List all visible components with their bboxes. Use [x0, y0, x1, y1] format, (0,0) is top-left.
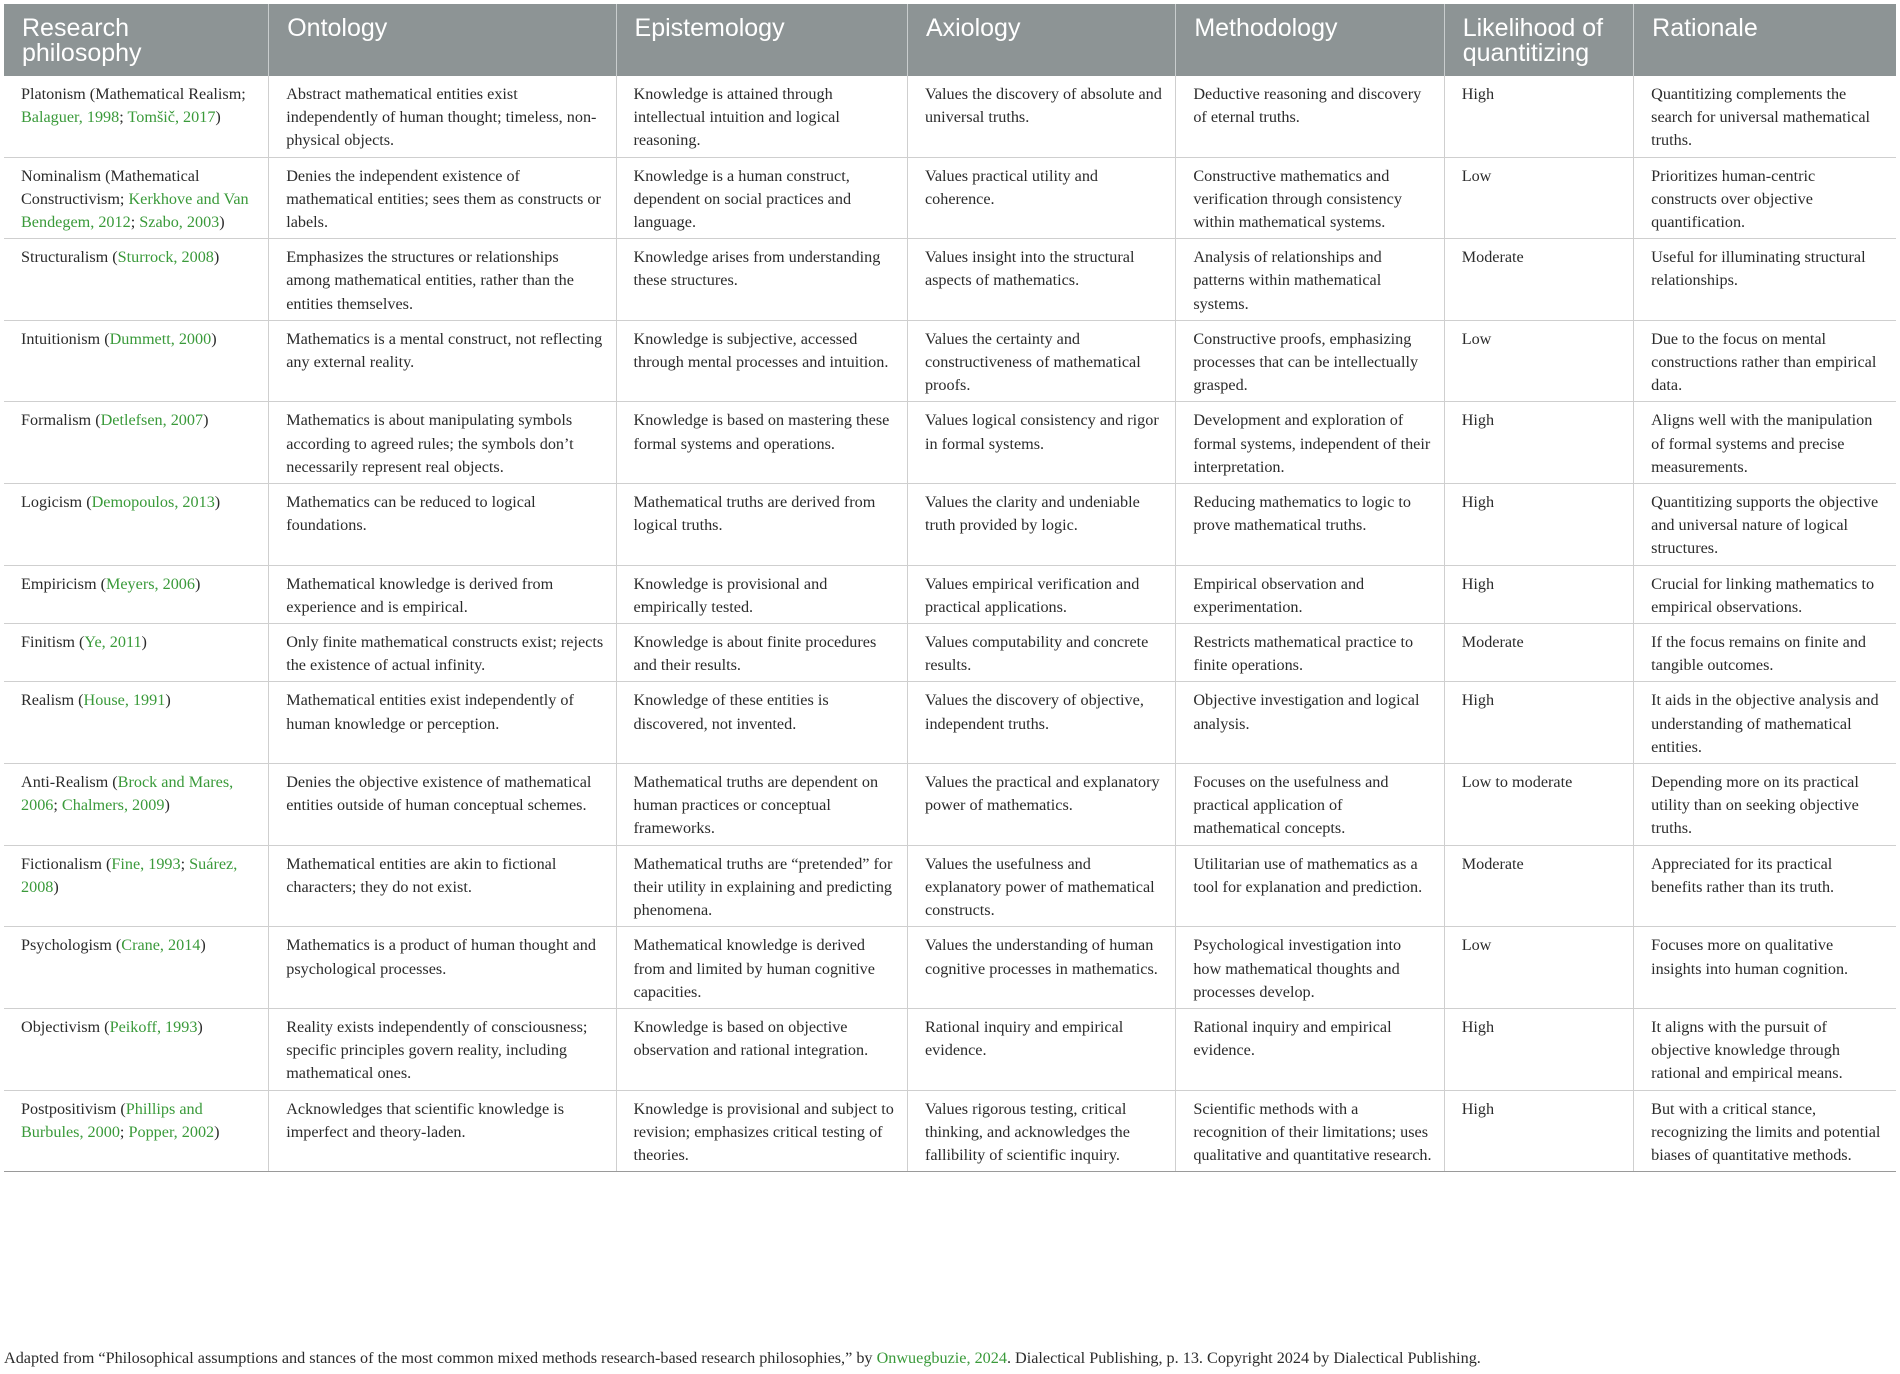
cell-epistemology: Mathematical truths are derived from logical truths.	[616, 484, 907, 566]
cell-ontology: Mathematics is a mental construct, not reflecting any external reality.	[269, 320, 616, 402]
text-segment: Adapted from “Philosophical assumptions and stances of the most common mixed methods research-based research philosophies,” by	[4, 1349, 877, 1367]
table-row	[4, 927, 1896, 1009]
citation-link[interactable]: Phillips and Burbules, 2000	[21, 1099, 203, 1141]
citation-link[interactable]: Brock and Mares, 2006	[21, 773, 234, 815]
cell-epistemology: Mathematical truths are “pretended” for their utility in explaining and predicting phenomena.	[616, 845, 907, 927]
cell-rationale: Useful for illuminating structural relationships.	[1634, 239, 1896, 321]
text-segment: Platonism (Mathematical Realism;	[21, 85, 246, 103]
text-segment: Formalism (	[21, 411, 101, 430]
citation-link[interactable]: Chalmers, 2009	[61, 796, 165, 815]
cell-ontology: Mathematical entities are akin to fictional characters; they do not exist.	[269, 845, 616, 927]
header-axiology: Axiology	[907, 4, 1175, 76]
citation-link[interactable]: Ye, 2011	[84, 633, 142, 652]
table-row	[4, 682, 1896, 764]
cell-likelihood: High	[1444, 565, 1633, 623]
cell-axiology: Values logical consistency and rigor in formal systems.	[907, 402, 1175, 484]
cell-axiology: Values the certainty and constructiveness of mathematical proofs.	[907, 320, 1175, 402]
cell-likelihood: Low to moderate	[1444, 764, 1633, 846]
citation-link[interactable]: Popper, 2002	[128, 1122, 215, 1141]
citation-link[interactable]: Tomšič, 2017	[127, 108, 216, 127]
cell-methodology: Empirical observation and experimentation.	[1176, 565, 1444, 623]
cell-methodology: Scientific methods with a recognition of their limitations; uses qualitative and quantitative research.	[1176, 1090, 1444, 1172]
cell-axiology: Values the clarity and undeniable truth provided by logic.	[907, 484, 1175, 566]
citation-link[interactable]: Peikoff, 1993	[109, 1017, 198, 1036]
table-row	[4, 565, 1896, 623]
header-likelihood: Likelihood of quantitizing	[1444, 4, 1633, 76]
cell-research-philosophy	[4, 1090, 269, 1172]
text-segment: )	[53, 877, 59, 896]
header-epistemology: Epistemology	[616, 4, 907, 76]
cell-methodology: Development and exploration of formal systems, independent of their interpretation.	[1176, 402, 1444, 484]
cell-likelihood: Low	[1444, 157, 1633, 239]
cell-rationale: Quantitizing complements the search for universal mathematical truths.	[1634, 76, 1896, 157]
cell-likelihood: Moderate	[1444, 239, 1633, 321]
text-segment: )	[215, 108, 221, 127]
cell-axiology: Values the discovery of objective, independent truths.	[907, 682, 1175, 764]
cell-likelihood: High	[1444, 1090, 1633, 1172]
text-segment: )	[197, 1017, 203, 1036]
citation-link[interactable]: House, 1991	[83, 691, 166, 710]
header-rationale: Rationale	[1634, 4, 1896, 76]
cell-rationale: Appreciated for its practical benefits rather than its truth.	[1634, 845, 1896, 927]
philosophy-table-container	[4, 4, 1896, 1172]
cell-research-philosophy	[4, 76, 269, 157]
text-segment: )	[211, 329, 217, 348]
cell-epistemology: Knowledge is attained through intellectual intuition and logical reasoning.	[616, 76, 907, 157]
citation-link[interactable]: Meyers, 2006	[105, 574, 195, 593]
cell-likelihood: High	[1444, 402, 1633, 484]
text-segment: Fictionalism (	[21, 854, 112, 873]
text-segment: ;	[180, 854, 190, 873]
table-header-row	[4, 4, 1896, 76]
cell-axiology: Values insight into the structural aspects of mathematics.	[907, 239, 1175, 321]
cell-methodology: Reducing mathematics to logic to prove mathematical truths.	[1176, 484, 1444, 566]
cell-axiology: Values the understanding of human cognitive processes in mathematics.	[907, 927, 1175, 1009]
cell-ontology: Mathematical knowledge is derived from experience and is empirical.	[269, 565, 616, 623]
header-research-philosophy: Research philosophy	[4, 4, 269, 76]
cell-methodology: Constructive proofs, emphasizing processes that can be intellectually grasped.	[1176, 320, 1444, 402]
citation-link[interactable]: Detlefsen, 2007	[100, 411, 204, 430]
cell-rationale: Quantitizing supports the objective and universal nature of logical structures.	[1634, 484, 1896, 566]
cell-ontology: Acknowledges that scientific knowledge is imperfect and theory-laden.	[269, 1090, 616, 1172]
cell-epistemology: Knowledge is provisional and empirically tested.	[616, 565, 907, 623]
cell-methodology: Psychological investigation into how mathematical thoughts and processes develop.	[1176, 927, 1444, 1009]
text-segment: Finitism (	[21, 633, 85, 652]
cell-rationale: Depending more on its practical utility than on seeking objective truths.	[1634, 764, 1896, 846]
text-segment: Anti-Realism (	[21, 773, 118, 792]
cell-methodology: Rational inquiry and empirical evidence.	[1176, 1008, 1444, 1090]
cell-rationale: Aligns well with the manipulation of formal systems and precise measurements.	[1634, 402, 1896, 484]
cell-methodology: Focuses on the usefulness and practical application of mathematical concepts.	[1176, 764, 1444, 846]
cell-axiology: Values the practical and explanatory power of mathematics.	[907, 764, 1175, 846]
cell-rationale: Prioritizes human-centric constructs over objective quantification.	[1634, 157, 1896, 239]
table-row	[4, 239, 1896, 321]
text-segment: Objectivism (	[21, 1017, 110, 1036]
cell-rationale: Crucial for linking mathematics to empirical observations.	[1634, 565, 1896, 623]
cell-rationale: Focuses more on qualitative insights into human cognition.	[1634, 927, 1896, 1009]
citation-link[interactable]: Kerkhove and Van Bendegem, 2012	[21, 189, 249, 232]
citation-link[interactable]: Onwuegbuzie, 2024	[876, 1349, 1007, 1367]
cell-ontology: Mathematics is about manipulating symbols according to agreed rules; the symbols don’t necessarily represent real objects.	[269, 402, 616, 484]
cell-ontology: Abstract mathematical entities exist independently of human thought; timeless, non-physical objects.	[269, 76, 616, 157]
citation-link[interactable]: Sturrock, 2008	[117, 248, 214, 267]
cell-axiology: Values empirical verification and practical applications.	[907, 565, 1175, 623]
table-row	[4, 320, 1896, 402]
table-row	[4, 1090, 1896, 1172]
cell-research-philosophy	[4, 484, 269, 566]
cell-epistemology: Mathematical truths are dependent on human practices or conceptual frameworks.	[616, 764, 907, 846]
citation-link[interactable]: Suárez, 2008	[21, 854, 238, 896]
cell-rationale: It aligns with the pursuit of objective knowledge through rational and empirical means.	[1634, 1008, 1896, 1090]
cell-axiology: Values rigorous testing, critical thinking, and acknowledges the fallibility of scientific inquiry.	[907, 1090, 1175, 1172]
table-body	[4, 76, 1896, 1172]
text-segment: )	[165, 691, 171, 710]
cell-research-philosophy	[4, 624, 269, 682]
cell-methodology: Utilitarian use of mathematics as a tool for explanation and prediction.	[1176, 845, 1444, 927]
cell-ontology: Reality exists independently of consciousness; specific principles govern reality, including mathematical ones.	[269, 1008, 616, 1090]
cell-axiology: Values computability and concrete results.	[907, 624, 1175, 682]
text-segment: Realism (	[21, 691, 84, 710]
table-row	[4, 1008, 1896, 1090]
cell-ontology: Mathematics can be reduced to logical foundations.	[269, 484, 616, 566]
cell-research-philosophy	[4, 402, 269, 484]
cell-methodology: Constructive mathematics and verification through consistency within mathematical systems.	[1176, 157, 1444, 239]
cell-research-philosophy	[4, 239, 269, 321]
text-segment: )	[203, 411, 209, 430]
cell-research-philosophy	[4, 320, 269, 402]
cell-ontology: Emphasizes the structures or relationships among mathematical entities, rather than the entities themselves.	[269, 239, 616, 321]
cell-ontology: Mathematics is a product of human thought and psychological processes.	[269, 927, 616, 1009]
cell-research-philosophy	[4, 1008, 269, 1090]
cell-rationale: If the focus remains on finite and tangible outcomes.	[1634, 624, 1896, 682]
cell-axiology: Values the discovery of absolute and universal truths.	[907, 76, 1175, 157]
header-ontology: Ontology	[269, 4, 616, 76]
cell-epistemology: Knowledge is provisional and subject to revision; emphasizes critical testing of theories.	[616, 1090, 907, 1172]
cell-ontology: Mathematical entities exist independently of human knowledge or perception.	[269, 682, 616, 764]
table-row	[4, 402, 1896, 484]
text-segment: )	[164, 796, 170, 815]
cell-ontology: Denies the independent existence of mathematical entities; sees them as constructs or labels.	[269, 157, 616, 239]
table-row	[4, 845, 1896, 927]
cell-likelihood: High	[1444, 1008, 1633, 1090]
cell-likelihood: High	[1444, 484, 1633, 566]
text-segment: ;	[53, 796, 62, 815]
table-row	[4, 624, 1896, 682]
text-segment: Structuralism (	[21, 248, 118, 267]
cell-rationale: But with a critical stance, recognizing the limits and potential biases of quantitative methods.	[1634, 1090, 1896, 1172]
table-row	[4, 764, 1896, 846]
text-segment: ;	[119, 108, 128, 127]
cell-research-philosophy	[4, 845, 269, 927]
citation-link[interactable]: Balaguer, 1998	[21, 108, 120, 127]
cell-epistemology: Knowledge is based on mastering these formal systems and operations.	[616, 402, 907, 484]
cell-axiology: Values the usefulness and explanatory power of mathematical constructs.	[907, 845, 1175, 927]
text-segment: Postpositivism (	[21, 1099, 126, 1118]
cell-epistemology: Knowledge is based on objective observation and rational integration.	[616, 1008, 907, 1090]
cell-methodology: Objective investigation and logical analysis.	[1176, 682, 1444, 764]
cell-likelihood: Low	[1444, 320, 1633, 402]
cell-epistemology: Knowledge is about finite procedures and their results.	[616, 624, 907, 682]
table-row	[4, 76, 1896, 157]
cell-epistemology: Knowledge arises from understanding these structures.	[616, 239, 907, 321]
cell-epistemology: Knowledge is subjective, accessed through mental processes and intuition.	[616, 320, 907, 402]
text-segment: )	[214, 493, 221, 512]
header-methodology: Methodology	[1176, 4, 1444, 76]
cell-likelihood: Moderate	[1444, 624, 1633, 682]
cell-ontology: Only finite mathematical constructs exist; rejects the existence of actual infinity.	[269, 624, 616, 682]
text-segment: )	[141, 633, 147, 652]
cell-methodology: Analysis of relationships and patterns within mathematical systems.	[1176, 239, 1444, 321]
text-segment: )	[214, 1122, 220, 1141]
cell-methodology: Deductive reasoning and discovery of eternal truths.	[1176, 76, 1444, 157]
cell-methodology: Restricts mathematical practice to finite operations.	[1176, 624, 1444, 682]
table-caption	[4, 1348, 1481, 1368]
text-segment: Logicism (	[21, 493, 92, 512]
text-segment: Intuitionism (	[21, 329, 110, 348]
text-segment: )	[194, 574, 201, 593]
citation-link[interactable]: Demopoulos, 2013	[91, 493, 215, 512]
text-segment: . Dialectical Publishing, p. 13. Copyright 2024 by Dialectical Publishing.	[1006, 1349, 1481, 1367]
cell-likelihood: High	[1444, 682, 1633, 764]
cell-research-philosophy	[4, 764, 269, 846]
text-segment: Psychologism (	[21, 936, 122, 955]
cell-research-philosophy	[4, 682, 269, 764]
text-segment: Empiricism (	[21, 574, 106, 593]
text-segment: ;	[119, 1122, 129, 1141]
citation-link[interactable]: Szabo, 2003	[139, 213, 220, 232]
cell-epistemology: Knowledge is a human construct, dependent on social practices and language.	[616, 157, 907, 239]
cell-likelihood: Low	[1444, 927, 1633, 1009]
citation-link[interactable]: Crane, 2014	[121, 936, 201, 955]
cell-likelihood: Moderate	[1444, 845, 1633, 927]
cell-axiology: Values practical utility and coherence.	[907, 157, 1175, 239]
cell-ontology: Denies the objective existence of mathematical entities outside of human conceptual schemes.	[269, 764, 616, 846]
cell-research-philosophy	[4, 927, 269, 1009]
cell-likelihood: High	[1444, 76, 1633, 157]
citation-link[interactable]: Fine, 1993	[111, 854, 181, 873]
table-row	[4, 157, 1896, 239]
text-segment: )	[200, 936, 206, 955]
text-segment: )	[213, 248, 220, 267]
cell-research-philosophy	[4, 157, 269, 239]
text-segment: ;	[130, 213, 140, 232]
research-philosophy-table	[4, 4, 1896, 1172]
cell-epistemology: Mathematical knowledge is derived from and limited by human cognitive capacities.	[616, 927, 907, 1009]
cell-rationale: Due to the focus on mental constructions rather than empirical data.	[1634, 320, 1896, 402]
citation-link[interactable]: Dummett, 2000	[109, 329, 212, 348]
cell-axiology: Rational inquiry and empirical evidence.	[907, 1008, 1175, 1090]
table-row	[4, 484, 1896, 566]
cell-research-philosophy	[4, 565, 269, 623]
cell-epistemology: Knowledge of these entities is discovered, not invented.	[616, 682, 907, 764]
text-segment: Nominalism (Mathematical Constructivism;	[21, 166, 200, 208]
text-segment: )	[219, 213, 225, 232]
cell-rationale: It aids in the objective analysis and understanding of mathematical entities.	[1634, 682, 1896, 764]
